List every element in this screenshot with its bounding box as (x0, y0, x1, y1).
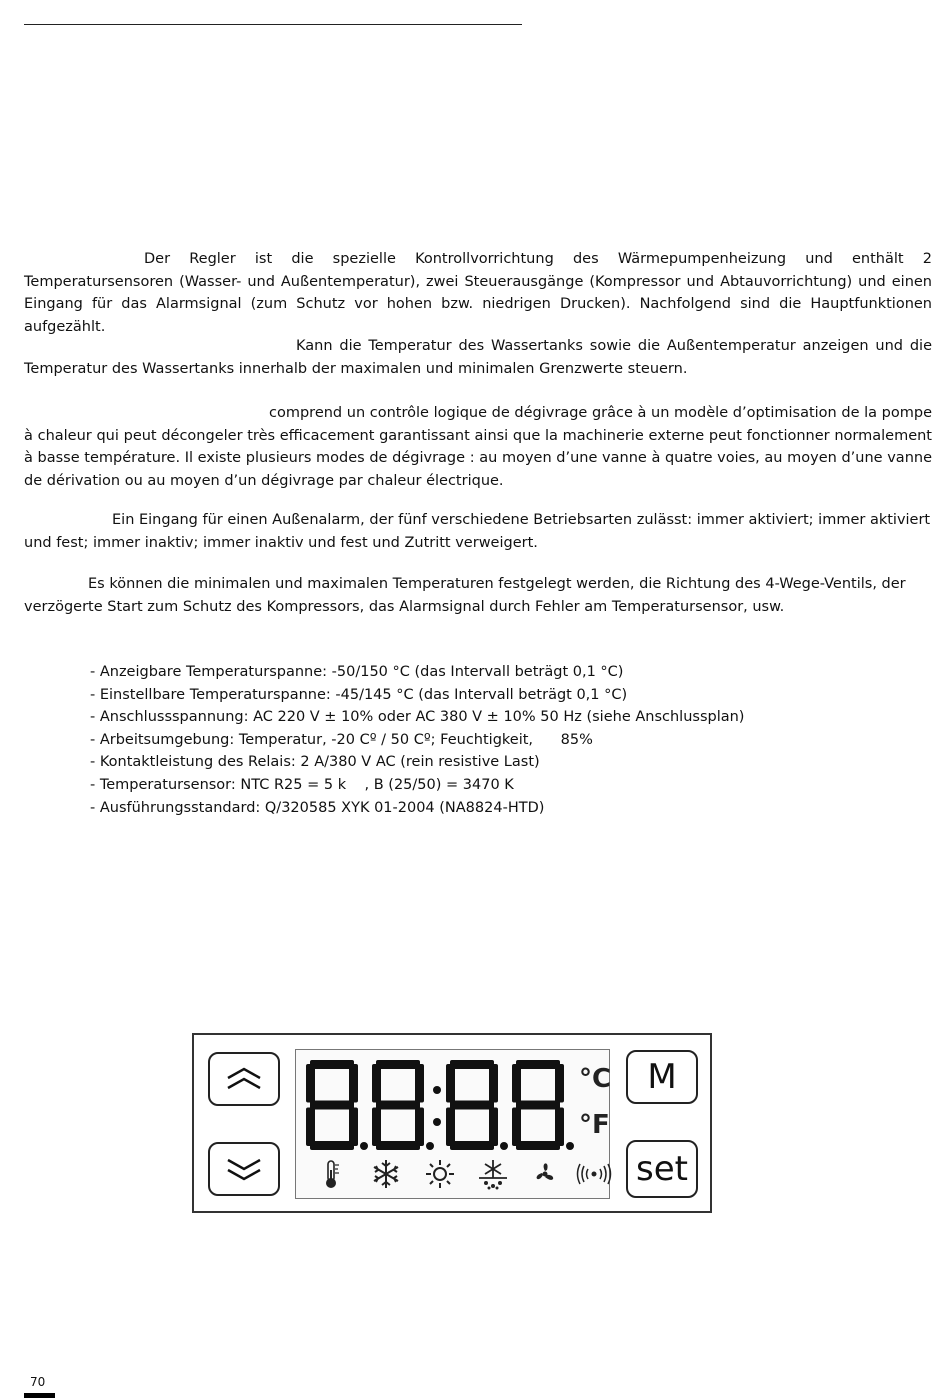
digit-segment (512, 1108, 521, 1147)
digit-segment (376, 1141, 420, 1150)
celsius-unit: °C (579, 1064, 612, 1094)
spec-item: - Anschlussspannung: AC 220 V ± 10% oder AC 380 V ± 10% 50 Hz (siehe Anschlussplan) (90, 709, 745, 726)
digit-segment (349, 1108, 358, 1147)
page-number: 70 (30, 1375, 46, 1389)
m-key-label: M (647, 1057, 677, 1097)
digit-segment (372, 1064, 381, 1103)
decimal-point (500, 1142, 508, 1150)
digit-segment (450, 1101, 494, 1110)
digit-segment (415, 1064, 424, 1103)
digit-segment (489, 1064, 498, 1103)
digit-segment (555, 1108, 564, 1147)
digit-segment (310, 1060, 354, 1069)
spec-item: - Arbeitsumgebung: Temperatur, -20 Cº / 50 Cº; Feuchtigkeit, 85% (90, 731, 593, 748)
digit-segment (415, 1108, 424, 1147)
thermometer-icon (320, 1158, 342, 1190)
set-key (626, 1140, 698, 1198)
digit-segment (450, 1060, 494, 1069)
digit-segment (376, 1101, 420, 1110)
spec-list (90, 661, 744, 819)
digit-segment (512, 1064, 521, 1103)
snowflake-icon (370, 1158, 402, 1190)
decimal-point (360, 1142, 368, 1150)
header-rule (24, 24, 522, 25)
defrost-icon (476, 1158, 510, 1190)
fahrenheit-unit: °F (579, 1110, 610, 1140)
down-key (208, 1142, 280, 1196)
digit-segment (310, 1101, 354, 1110)
up-key (208, 1052, 280, 1106)
digit-segment (516, 1141, 560, 1150)
spec-item: - Kontaktleistung des Relais: 2 A/380 V AC (rein resistive Last) (90, 754, 540, 771)
digit-segment (450, 1141, 494, 1150)
digit-segment (376, 1060, 420, 1069)
intro-paragraph: Der Regler ist die spezielle Kontrollvorrichtung des Wärmepumpenheizung und enthält 2 Temperatursensoren (Wasser- und Außentemperatur), zwei Steuerausgänge (Kompressor und Abtauvorrichtung) und einen Eingang für das Alarmsignal (zum Schutz vor hohen bzw. niedrigen Drucken). Nachfolgend sind die Hauptfunktionen aufgezählt. (24, 251, 932, 335)
m-key (626, 1050, 698, 1104)
alarm-icon (574, 1158, 614, 1190)
defrost-paragraph: comprend un contrôle logique de dégivrage grâce à un modèle d’optimisation de la pompe à chaleur qui peut décongeler très efficacement garantissant ainsi que la machinerie externe peut fonctionner normalement à basse température. Il existe plusieurs modes de dégivrage : au moyen d’une vanne à quatre voies, au moyen d’une vanne de dérivation ou au moyen d’un dégivrage par chaleur électrique. (24, 405, 932, 489)
spec-item: - Temperatursensor: NTC R25 = 5 k , B (25/50) = 3470 K (90, 776, 514, 793)
alarm-input-paragraph: Ein Eingang für einen Außenalarm, der fünf verschiedene Betriebsarten zulässt: immer aktiviert; immer aktiviert und fest; immer inaktiv; immer inaktiv und fest und Zutritt verweigert. (24, 512, 931, 551)
decimal-point (566, 1142, 574, 1150)
indicator-icons (308, 1158, 603, 1190)
controller-panel (192, 1033, 712, 1213)
display-function-paragraph: Kann die Temperatur des Wassertanks sowie die Außentemperatur anzeigen und die Temperatur des Wassertanks innerhalb der maximalen und minimalen Grenzwerte steuern. (24, 338, 932, 377)
double-chevron-down-icon (224, 1156, 264, 1182)
settings-paragraph: Es können die minimalen und maximalen Temperaturen festgelegt werden, die Richtung des 4-Wege-Ventils, der verzögerte Start zum Schutz des Kompressors, das Alarmsignal durch Fehler am Temperatursensor, usw. (24, 576, 906, 615)
digit-segment (372, 1108, 381, 1147)
digit-segment (306, 1064, 315, 1103)
spec-item: - Ausführungsstandard: Q/320585 XYK 01-2004 (NA8824-HTD) (90, 799, 545, 816)
spec-item: - Anzeigbare Temperaturspanne: -50/150 °C (das Intervall beträgt 0,1 °C) (90, 664, 624, 680)
digit-segment (489, 1108, 498, 1147)
digit-segment (446, 1064, 455, 1103)
page-marker-bar (24, 1393, 55, 1398)
seven-segment-digits (306, 1060, 586, 1160)
digit-segment (446, 1108, 455, 1147)
set-key-label: set (636, 1149, 688, 1189)
double-chevron-up-icon (224, 1066, 264, 1092)
fan-icon (530, 1158, 560, 1190)
digit-segment (516, 1060, 560, 1069)
spec-item: - Einstellbare Temperaturspanne: -45/145 °C (das Intervall beträgt 0,1 °C) (90, 686, 628, 703)
lcd-display (295, 1049, 610, 1199)
digit-segment (555, 1064, 564, 1103)
decimal-point (433, 1118, 441, 1126)
digit-segment (310, 1141, 354, 1150)
decimal-point (426, 1142, 434, 1150)
digit-segment (306, 1108, 315, 1147)
sun-icon (424, 1158, 456, 1190)
digit-segment (349, 1064, 358, 1103)
digit-segment (516, 1101, 560, 1110)
decimal-point (433, 1086, 441, 1094)
